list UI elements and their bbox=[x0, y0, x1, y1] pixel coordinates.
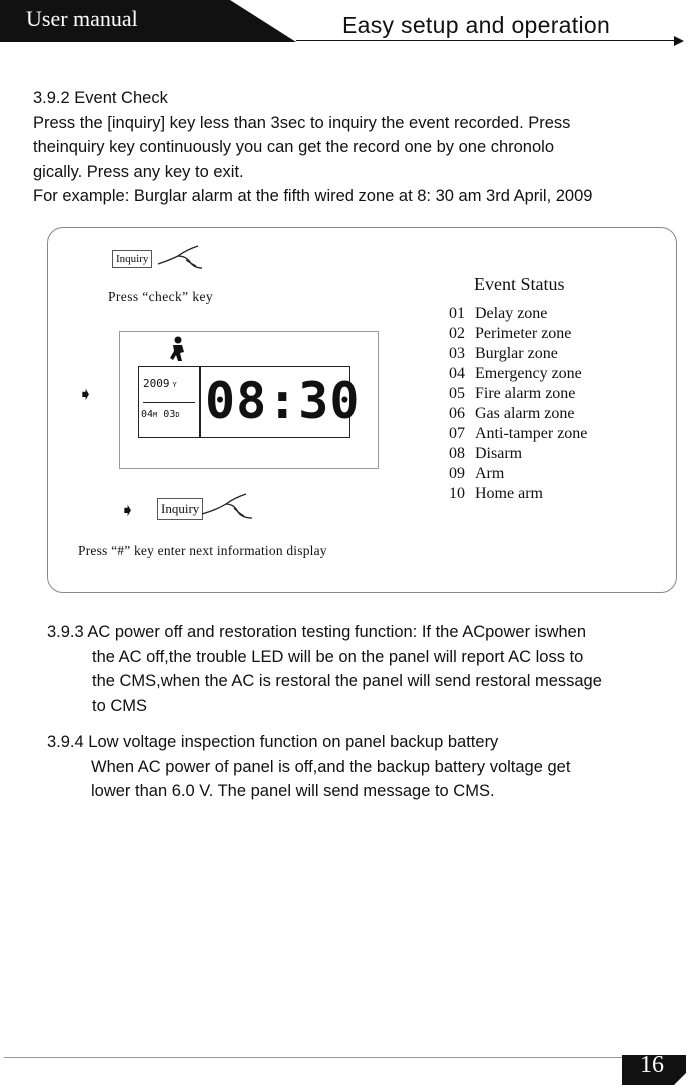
lcd-year-value: 2009 bbox=[143, 377, 170, 390]
event-item: 09 Arm bbox=[449, 465, 505, 482]
section-event-check bbox=[33, 86, 683, 209]
footer-rule bbox=[4, 1057, 622, 1058]
header-rule bbox=[296, 40, 676, 41]
header-left-title: User manual bbox=[26, 6, 138, 31]
page-number: 16 bbox=[640, 1052, 664, 1078]
inquiry-key-2: Inquiry bbox=[157, 498, 203, 520]
event-item: 03 Burglar zone bbox=[449, 345, 558, 362]
event-item: 02 Perimeter zone bbox=[449, 325, 572, 342]
finger-press-icon bbox=[200, 486, 256, 524]
lcd-date bbox=[141, 409, 180, 420]
section-heading: 3.9.2 Event Check bbox=[33, 89, 168, 107]
lcd-month-value: 04 bbox=[141, 409, 154, 420]
paragraph-line: the AC off,the trouble LED will be on the panel will report AC loss to bbox=[92, 647, 584, 666]
paragraph-line: theinquiry key continuously you can get the record one by one chronolo bbox=[33, 138, 554, 156]
arrow-right-icon: ➧ bbox=[78, 384, 94, 404]
paragraph-line: Press the [inquiry] key less than 3sec to inquiry the event recorded. Press bbox=[33, 113, 571, 132]
paragraph-line: gically. Press any key to exit. bbox=[33, 162, 244, 181]
paragraph-line: lower than 6.0 V. The panel will send message to CMS. bbox=[91, 782, 495, 800]
lcd-display bbox=[138, 366, 361, 438]
event-item: 01 Delay zone bbox=[449, 305, 548, 322]
header-right-title: Easy setup and operation bbox=[342, 12, 611, 38]
header-arrow-icon bbox=[674, 36, 684, 46]
lcd-separator bbox=[199, 367, 201, 437]
press-check-caption: Press “check” key bbox=[108, 289, 214, 304]
event-item: 06 Gas alarm zone bbox=[449, 405, 575, 422]
event-item: 08 Disarm bbox=[449, 445, 523, 462]
event-item: 04 Emergency zone bbox=[449, 365, 582, 382]
lcd-panel bbox=[119, 331, 379, 469]
paragraph-line: to CMS bbox=[92, 696, 148, 715]
lcd-year bbox=[143, 377, 177, 390]
lcd-time: 08:30 bbox=[205, 372, 361, 430]
event-status-list bbox=[449, 304, 587, 504]
paragraph-line: When AC power of panel is off,and the backup battery voltage get bbox=[91, 757, 571, 776]
event-check-figure bbox=[47, 227, 677, 593]
lcd-year-unit: Y bbox=[172, 381, 177, 389]
section-heading: 3.9.4 Low voltage inspection function on panel backup battery bbox=[47, 733, 499, 751]
event-item: 07 Anti-tamper zone bbox=[449, 425, 588, 442]
finger-press-icon bbox=[156, 240, 206, 274]
paragraph-line: the CMS,when the AC is restoral the panel will send restoral message bbox=[92, 672, 602, 690]
section-ac-power-test bbox=[47, 620, 697, 718]
lcd-day-unit: D bbox=[175, 411, 180, 419]
lcd-divider bbox=[143, 402, 195, 403]
event-item: 10 Home arm bbox=[449, 485, 543, 502]
event-status-title: Event Status bbox=[474, 274, 565, 294]
section-heading: 3.9.3 AC power off and restoration testing function: If the ACpower iswhen bbox=[47, 623, 587, 641]
lcd-month-unit: M bbox=[153, 411, 158, 419]
event-item: 05 Fire alarm zone bbox=[449, 385, 576, 402]
arrow-right-icon: ➧ bbox=[120, 500, 136, 520]
lcd-day-value: 03 bbox=[163, 409, 176, 420]
inquiry-key-1: Inquiry bbox=[112, 250, 152, 268]
paragraph-line: For example: Burglar alarm at the fifth wired zone at 8: 30 am 3rd April, 2009 bbox=[33, 187, 593, 205]
press-hash-caption: Press “#” key enter next information display bbox=[78, 543, 327, 558]
burglar-icon bbox=[168, 336, 188, 362]
section-low-voltage bbox=[47, 730, 687, 804]
